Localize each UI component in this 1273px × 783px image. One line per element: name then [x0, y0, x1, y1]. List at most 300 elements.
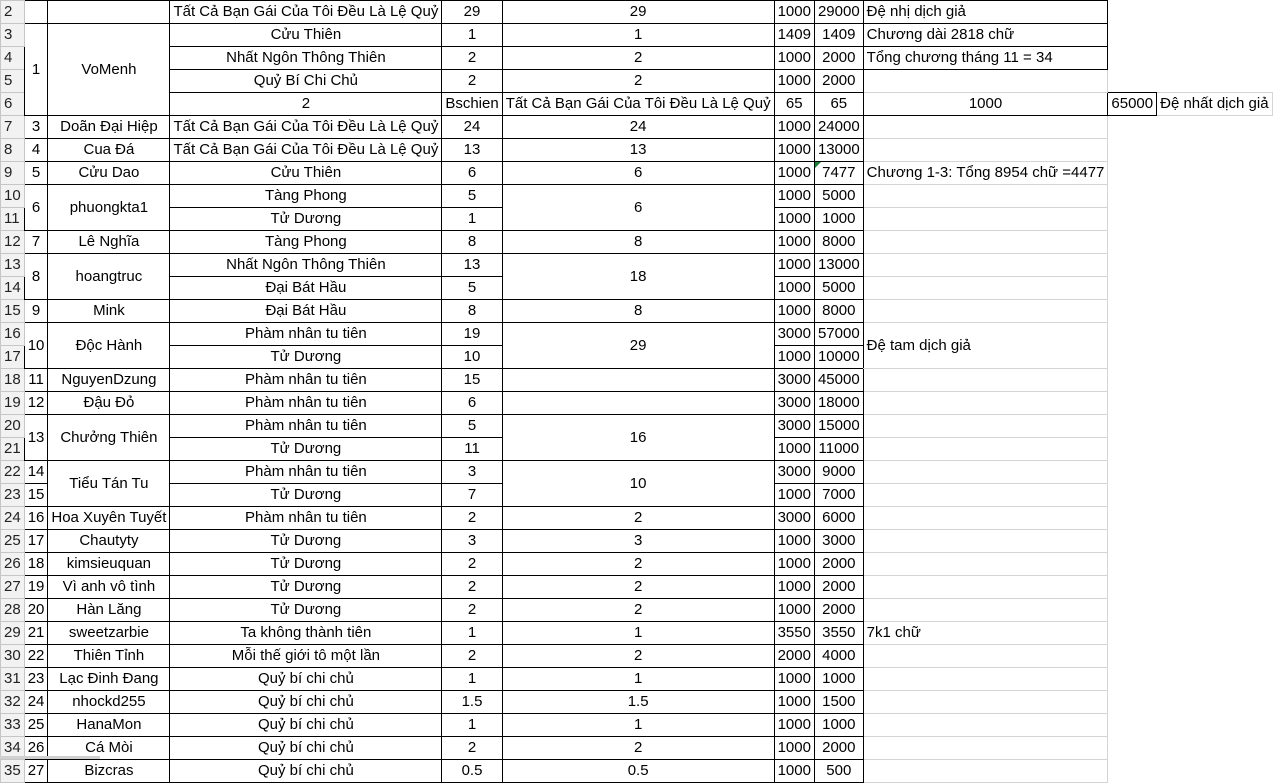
chapters-cell[interactable]: 6 [442, 162, 502, 185]
amount-cell[interactable]: 2000 [814, 553, 863, 576]
table-row [1, 461, 1273, 484]
translator-cell[interactable]: phuongkta1 [48, 185, 170, 231]
work-cell[interactable]: Phàm nhân tu tiên [170, 323, 442, 346]
note-cell[interactable] [863, 760, 1108, 783]
table-row [1, 47, 1273, 70]
note-cell[interactable] [863, 645, 1108, 668]
stt-cell[interactable]: 3 [24, 116, 48, 139]
stt-cell[interactable]: 16 [24, 507, 48, 530]
work-cell[interactable]: Quỷ bí chi chủ [170, 668, 442, 691]
work-cell[interactable]: Đại Bát Hầu [170, 277, 442, 300]
note-cell[interactable] [863, 139, 1108, 162]
note-cell[interactable] [863, 254, 1108, 277]
chapters-cell[interactable]: 2 [442, 70, 502, 93]
note-cell[interactable] [863, 599, 1108, 622]
total-chapters-cell[interactable]: 18 [502, 254, 774, 300]
amount-cell[interactable]: 3000 [814, 530, 863, 553]
stt-cell[interactable]: 19 [24, 576, 48, 599]
rate-cell[interactable]: 3000 [774, 369, 814, 392]
work-cell[interactable]: Tất Cả Bạn Gái Của Tôi Đều Là Lệ Quỷ [170, 1, 442, 24]
translator-cell[interactable]: Hàn Lăng [48, 599, 170, 622]
total-chapters-cell[interactable]: 3 [502, 530, 774, 553]
rate-cell[interactable]: 1409 [774, 24, 814, 47]
rate-cell[interactable]: 3000 [774, 392, 814, 415]
stt-cell[interactable]: 9 [24, 300, 48, 323]
translator-cell[interactable]: sweetzarbie [48, 622, 170, 645]
chapters-cell[interactable]: 2 [442, 645, 502, 668]
note-cell[interactable] [863, 553, 1108, 576]
rate-cell[interactable]: 3550 [774, 622, 814, 645]
note-cell[interactable]: Chương 1-3: Tổng 8954 chữ =4477 [863, 162, 1108, 185]
work-cell[interactable]: Tử Dương [170, 530, 442, 553]
amount-cell[interactable]: 1409 [814, 24, 863, 47]
amount-cell[interactable]: 3550 [814, 622, 863, 645]
chapters-cell[interactable]: 10 [442, 346, 502, 369]
row-header[interactable]: 20 [1, 415, 25, 438]
row-header[interactable]: 25 [1, 530, 25, 553]
note-cell[interactable]: 7k1 chữ [863, 622, 1108, 645]
row-header[interactable]: 32 [1, 691, 25, 714]
rate-cell[interactable]: 1000 [774, 1, 814, 24]
row-header[interactable]: 33 [1, 714, 25, 737]
stt-cell[interactable]: 11 [24, 369, 48, 392]
row-header[interactable]: 15 [1, 300, 25, 323]
note-cell[interactable] [863, 185, 1108, 208]
row-header[interactable]: 24 [1, 507, 25, 530]
chapters-cell[interactable]: 8 [442, 231, 502, 254]
table-row [1, 300, 1273, 323]
table-row [1, 691, 1273, 714]
chapters-cell[interactable]: 2 [442, 576, 502, 599]
work-cell[interactable]: Quỷ bí chi chủ [170, 760, 442, 783]
chapters-cell[interactable]: 2 [442, 737, 502, 760]
chapters-cell[interactable]: 1 [442, 668, 502, 691]
note-cell[interactable] [863, 392, 1108, 415]
row-header[interactable]: 27 [1, 576, 25, 599]
chapters-cell[interactable]: 2 [442, 553, 502, 576]
row-header[interactable]: 16 [1, 323, 25, 346]
row-header[interactable]: 4 [1, 47, 25, 70]
note-cell[interactable] [863, 116, 1108, 139]
total-chapters-cell[interactable]: 2 [502, 576, 774, 599]
amount-cell[interactable]: 8000 [814, 231, 863, 254]
translator-cell[interactable]: hoangtruc [48, 254, 170, 300]
total-chapters-cell[interactable]: 2 [502, 599, 774, 622]
row-header[interactable]: 28 [1, 599, 25, 622]
rate-cell[interactable]: 1000 [774, 231, 814, 254]
rate-cell[interactable]: 1000 [863, 93, 1108, 116]
table-row [1, 116, 1273, 139]
work-cell[interactable]: Quỷ bí chi chủ [170, 691, 442, 714]
rate-cell[interactable]: 3000 [774, 507, 814, 530]
rate-cell[interactable]: 1000 [774, 599, 814, 622]
translator-cell[interactable]: Thiên Tỉnh [48, 645, 170, 668]
note-cell[interactable] [863, 208, 1108, 231]
chapters-cell[interactable]: 19 [442, 323, 502, 346]
total-chapters-cell[interactable]: 2 [502, 737, 774, 760]
note-cell[interactable] [863, 714, 1108, 737]
translator-cell[interactable]: VoMenh [48, 24, 170, 116]
translator-cell[interactable]: Chautyty [48, 530, 170, 553]
translator-cell[interactable]: HanaMon [48, 714, 170, 737]
amount-cell[interactable]: 1000 [814, 668, 863, 691]
row-header[interactable]: 21 [1, 438, 25, 461]
total-chapters-cell[interactable] [502, 369, 774, 392]
total-chapters-cell[interactable]: 13 [502, 139, 774, 162]
translator-cell[interactable]: Độc Hành [48, 323, 170, 369]
note-cell[interactable] [863, 576, 1108, 599]
note-cell[interactable] [863, 415, 1108, 438]
stt-cell[interactable] [24, 1, 48, 24]
chapters-cell[interactable]: 2 [442, 47, 502, 70]
stt-cell[interactable]: 2 [170, 93, 442, 116]
chapters-cell[interactable]: 3 [442, 530, 502, 553]
work-cell[interactable]: Tất Cả Bạn Gái Của Tôi Đều Là Lệ Quỷ [502, 93, 774, 116]
rate-cell[interactable]: 1000 [774, 346, 814, 369]
translator-cell[interactable]: Mink [48, 300, 170, 323]
stt-cell[interactable]: 26 [24, 737, 48, 760]
work-cell[interactable]: Ta không thành tiên [170, 622, 442, 645]
translator-cell[interactable]: Bizcras [48, 760, 170, 783]
row-header[interactable]: 12 [1, 231, 25, 254]
rate-cell[interactable]: 3000 [774, 323, 814, 346]
rate-cell[interactable]: 1000 [774, 737, 814, 760]
chapters-cell[interactable]: 1 [442, 208, 502, 231]
amount-cell[interactable]: 1500 [814, 691, 863, 714]
row-header[interactable]: 30 [1, 645, 25, 668]
amount-cell[interactable]: 500 [814, 760, 863, 783]
work-cell[interactable]: Tử Dương [170, 484, 442, 507]
work-cell[interactable]: Tử Dương [170, 553, 442, 576]
amount-cell[interactable]: 7000 [814, 484, 863, 507]
amount-cell[interactable]: 4000 [814, 645, 863, 668]
total-chapters-cell[interactable]: 6 [502, 185, 774, 231]
translator-cell[interactable]: Bschien [442, 93, 502, 116]
translator-cell[interactable]: Chưởng Thiên [48, 415, 170, 461]
chapters-cell[interactable]: 0.5 [442, 760, 502, 783]
work-cell[interactable]: Tử Dương [170, 208, 442, 231]
rate-cell[interactable]: 1000 [774, 576, 814, 599]
row-header[interactable]: 18 [1, 369, 25, 392]
amount-cell[interactable]: 9000 [814, 461, 863, 484]
note-cell[interactable] [863, 530, 1108, 553]
work-cell[interactable]: Tử Dương [170, 438, 442, 461]
rate-cell[interactable]: 2000 [774, 645, 814, 668]
translator-cell[interactable]: Lạc Đinh Đang [48, 668, 170, 691]
work-cell[interactable]: Phàm nhân tu tiên [170, 507, 442, 530]
chapters-cell[interactable]: 1 [442, 714, 502, 737]
rate-cell[interactable]: 1000 [774, 162, 814, 185]
row-header[interactable]: 2 [1, 1, 25, 24]
total-chapters-cell[interactable]: 0.5 [502, 760, 774, 783]
amount-cell[interactable]: 1000 [814, 208, 863, 231]
note-cell[interactable] [863, 231, 1108, 254]
total-chapters-cell[interactable]: 1 [502, 24, 774, 47]
total-chapters-cell[interactable]: 1 [502, 668, 774, 691]
rate-cell[interactable]: 1000 [774, 530, 814, 553]
chapters-cell[interactable]: 15 [442, 369, 502, 392]
row-header[interactable]: 17 [1, 346, 25, 369]
amount-cell[interactable]: 65000 [1108, 93, 1157, 116]
table-row [1, 530, 1273, 553]
stt-cell[interactable]: 5 [24, 162, 48, 185]
translator-cell[interactable]: Lê Nghĩa [48, 231, 170, 254]
amount-cell[interactable]: 2000 [814, 737, 863, 760]
note-cell[interactable] [863, 438, 1108, 461]
total-chapters-cell[interactable]: 29 [502, 1, 774, 24]
amount-cell[interactable]: 5000 [814, 277, 863, 300]
note-cell[interactable] [863, 277, 1108, 300]
rate-cell[interactable]: 3000 [774, 415, 814, 438]
total-chapters-cell[interactable] [502, 392, 774, 415]
work-cell[interactable]: Quỷ Bí Chi Chủ [170, 70, 442, 93]
amount-cell[interactable]: 45000 [814, 369, 863, 392]
chapters-cell[interactable]: 2 [442, 599, 502, 622]
work-cell[interactable]: Phàm nhân tu tiên [170, 392, 442, 415]
horizontal-scrollbar[interactable] [0, 756, 100, 759]
translator-cell[interactable]: Doãn Đại Hiệp [48, 116, 170, 139]
rate-cell[interactable]: 1000 [774, 300, 814, 323]
row-header[interactable]: 35 [1, 760, 25, 783]
rate-cell[interactable]: 1000 [774, 760, 814, 783]
rate-cell[interactable]: 1000 [774, 484, 814, 507]
stt-cell[interactable]: 15 [24, 484, 48, 507]
row-header[interactable]: 29 [1, 622, 25, 645]
note-cell[interactable]: Tổng chương tháng 11 = 34 [863, 47, 1108, 70]
work-cell[interactable]: Cửu Thiên [170, 162, 442, 185]
translator-cell[interactable]: Đậu Đỏ [48, 392, 170, 415]
rate-cell[interactable]: 3000 [774, 461, 814, 484]
work-cell[interactable]: Tàng Phong [170, 231, 442, 254]
chapters-cell[interactable]: 24 [442, 116, 502, 139]
stt-cell[interactable]: 4 [24, 139, 48, 162]
chapters-cell[interactable]: 29 [442, 1, 502, 24]
chapters-cell[interactable]: 13 [442, 139, 502, 162]
rate-cell[interactable]: 1000 [774, 116, 814, 139]
stt-cell[interactable]: 25 [24, 714, 48, 737]
total-chapters-cell[interactable]: 16 [502, 415, 774, 461]
translator-cell[interactable] [48, 1, 170, 24]
work-cell[interactable]: Tử Dương [170, 599, 442, 622]
table-row [1, 599, 1273, 622]
stt-cell[interactable]: 20 [24, 599, 48, 622]
chapters-cell[interactable]: 2 [442, 507, 502, 530]
work-cell[interactable]: Phàm nhân tu tiên [170, 369, 442, 392]
translator-cell[interactable]: Vì anh vô tình [48, 576, 170, 599]
chapters-cell[interactable]: 3 [442, 461, 502, 484]
total-chapters-cell[interactable]: 10 [502, 461, 774, 507]
total-chapters-cell[interactable]: 24 [502, 116, 774, 139]
work-cell[interactable]: Phàm nhân tu tiên [170, 415, 442, 438]
work-cell[interactable]: Tử Dương [170, 576, 442, 599]
stt-cell[interactable]: 21 [24, 622, 48, 645]
row-header[interactable]: 34 [1, 737, 25, 760]
row-header[interactable]: 13 [1, 254, 25, 277]
work-cell[interactable]: Tất Cả Bạn Gái Của Tôi Đều Là Lệ Quỷ [170, 139, 442, 162]
amount-cell[interactable]: 8000 [814, 300, 863, 323]
translator-cell[interactable]: kimsieuquan [48, 553, 170, 576]
work-cell[interactable]: Tàng Phong [170, 185, 442, 208]
work-cell[interactable]: Quỷ bí chi chủ [170, 737, 442, 760]
row-header[interactable]: 22 [1, 461, 25, 484]
total-chapters-cell[interactable]: 1 [502, 622, 774, 645]
note-cell[interactable]: Đệ tam dịch giả [863, 323, 1108, 369]
work-cell[interactable]: Phàm nhân tu tiên [170, 461, 442, 484]
total-chapters-cell[interactable]: 2 [502, 507, 774, 530]
chapters-cell[interactable]: 5 [442, 277, 502, 300]
chapters-cell[interactable]: 8 [442, 300, 502, 323]
work-cell[interactable]: Tất Cả Bạn Gái Của Tôi Đều Là Lệ Quỷ [170, 116, 442, 139]
rate-cell[interactable]: 1000 [774, 668, 814, 691]
row-header[interactable]: 23 [1, 484, 25, 507]
total-chapters-cell[interactable]: 65 [814, 93, 863, 116]
row-header[interactable]: 10 [1, 185, 25, 208]
translator-cell[interactable]: Cua Đá [48, 139, 170, 162]
total-chapters-cell[interactable]: 2 [502, 47, 774, 70]
rate-cell[interactable]: 1000 [774, 47, 814, 70]
row-header[interactable]: 31 [1, 668, 25, 691]
chapters-cell[interactable]: 13 [442, 254, 502, 277]
row-header[interactable]: 7 [1, 116, 25, 139]
note-cell[interactable] [863, 507, 1108, 530]
stt-cell[interactable]: 14 [24, 461, 48, 484]
amount-cell[interactable]: 11000 [814, 438, 863, 461]
amount-cell[interactable]: 5000 [814, 185, 863, 208]
chapters-cell[interactable]: 6 [442, 392, 502, 415]
total-chapters-cell[interactable]: 8 [502, 300, 774, 323]
stt-cell[interactable]: 27 [24, 760, 48, 783]
amount-cell[interactable]: 13000 [814, 139, 863, 162]
total-chapters-cell[interactable]: 1 [502, 714, 774, 737]
chapters-cell[interactable]: 1 [442, 622, 502, 645]
note-cell[interactable]: Chương dài 2818 chữ [863, 24, 1108, 47]
chapters-cell[interactable]: 1 [442, 24, 502, 47]
note-cell[interactable] [863, 484, 1108, 507]
translator-cell[interactable]: nhockd255 [48, 691, 170, 714]
amount-cell[interactable]: 2000 [814, 70, 863, 93]
total-chapters-cell[interactable]: 8 [502, 231, 774, 254]
amount-cell[interactable]: 15000 [814, 415, 863, 438]
chapters-cell[interactable]: 65 [774, 93, 814, 116]
stt-cell[interactable]: 22 [24, 645, 48, 668]
work-cell[interactable]: Cửu Thiên [170, 24, 442, 47]
stt-cell[interactable]: 24 [24, 691, 48, 714]
stt-cell[interactable]: 23 [24, 668, 48, 691]
amount-cell[interactable]: 6000 [814, 507, 863, 530]
row-header[interactable]: 19 [1, 392, 25, 415]
table-row [1, 369, 1273, 392]
total-chapters-cell[interactable]: 2 [502, 70, 774, 93]
translator-cell[interactable]: Cửu Dao [48, 162, 170, 185]
rate-cell[interactable]: 1000 [774, 277, 814, 300]
note-cell[interactable] [863, 300, 1108, 323]
row-header[interactable]: 14 [1, 277, 25, 300]
row-header[interactable]: 9 [1, 162, 25, 185]
note-cell[interactable] [863, 691, 1108, 714]
stt-cell[interactable]: 8 [24, 254, 48, 300]
rate-cell[interactable]: 1000 [774, 70, 814, 93]
note-cell[interactable] [863, 369, 1108, 392]
note-cell[interactable]: Đệ nhất dịch giả [1157, 93, 1272, 116]
rate-cell[interactable]: 1000 [774, 691, 814, 714]
translator-cell[interactable]: Cá Mòi [48, 737, 170, 760]
row-header[interactable]: 6 [1, 93, 25, 116]
stt-cell[interactable]: 13 [24, 415, 48, 461]
amount-cell[interactable]: 1000 [814, 714, 863, 737]
amount-cell[interactable]: 24000 [814, 116, 863, 139]
table-row [1, 231, 1273, 254]
row-header[interactable]: 11 [1, 208, 25, 231]
total-chapters-cell[interactable]: 29 [502, 323, 774, 369]
chapters-cell[interactable]: 7 [442, 484, 502, 507]
work-cell[interactable]: Quỷ bí chi chủ [170, 714, 442, 737]
row-header[interactable]: 5 [1, 70, 25, 93]
row-header[interactable]: 3 [1, 24, 25, 47]
total-chapters-cell[interactable]: 2 [502, 645, 774, 668]
row-header[interactable]: 26 [1, 553, 25, 576]
work-cell[interactable]: Nhất Ngôn Thông Thiên [170, 47, 442, 70]
rate-cell[interactable]: 1000 [774, 185, 814, 208]
rate-cell[interactable]: 1000 [774, 208, 814, 231]
work-cell[interactable]: Nhất Ngôn Thông Thiên [170, 254, 442, 277]
amount-cell[interactable]: 13000 [814, 254, 863, 277]
stt-cell[interactable]: 6 [24, 185, 48, 231]
chapters-cell[interactable]: 1.5 [442, 691, 502, 714]
stt-cell[interactable]: 10 [24, 323, 48, 369]
chapters-cell[interactable]: 5 [442, 185, 502, 208]
chapters-cell[interactable]: 11 [442, 438, 502, 461]
amount-cell[interactable]: 2000 [814, 47, 863, 70]
stt-cell[interactable]: 18 [24, 553, 48, 576]
rate-cell[interactable]: 1000 [774, 139, 814, 162]
rate-cell[interactable]: 1000 [774, 553, 814, 576]
note-cell[interactable] [863, 737, 1108, 760]
work-cell[interactable]: Đại Bát Hầu [170, 300, 442, 323]
table-row [1, 760, 1273, 783]
amount-cell[interactable]: 10000 [814, 346, 863, 369]
note-cell[interactable] [863, 461, 1108, 484]
stt-cell[interactable]: 1 [24, 24, 48, 116]
chapters-cell[interactable]: 5 [442, 415, 502, 438]
row-header[interactable]: 8 [1, 139, 25, 162]
amount-cell[interactable]: 2000 [814, 599, 863, 622]
note-cell[interactable] [863, 70, 1108, 93]
translator-cell[interactable]: NguyenDzung [48, 369, 170, 392]
total-chapters-cell[interactable]: 1.5 [502, 691, 774, 714]
amount-cell[interactable]: 2000 [814, 576, 863, 599]
amount-cell[interactable]: 29000 [814, 1, 863, 24]
total-chapters-cell[interactable]: 6 [502, 162, 774, 185]
work-cell[interactable]: Tử Dương [170, 346, 442, 369]
rate-cell[interactable]: 1000 [774, 714, 814, 737]
stt-cell[interactable]: 7 [24, 231, 48, 254]
translator-cell[interactable]: Tiểu Tán Tu [48, 461, 170, 507]
amount-cell[interactable]: 57000 [814, 323, 863, 346]
amount-cell[interactable]: 7477 [814, 162, 863, 185]
amount-cell[interactable]: 18000 [814, 392, 863, 415]
table-row [1, 185, 1273, 208]
rate-cell[interactable]: 1000 [774, 254, 814, 277]
note-cell[interactable]: Đệ nhị dịch giả [863, 1, 1108, 24]
translator-cell[interactable]: Hoa Xuyên Tuyết [48, 507, 170, 530]
stt-cell[interactable]: 17 [24, 530, 48, 553]
table-row [1, 162, 1273, 185]
rate-cell[interactable]: 1000 [774, 438, 814, 461]
work-cell[interactable]: Mỗi thế giới tô một lần [170, 645, 442, 668]
note-cell[interactable] [863, 668, 1108, 691]
stt-cell[interactable]: 12 [24, 392, 48, 415]
total-chapters-cell[interactable]: 2 [502, 553, 774, 576]
